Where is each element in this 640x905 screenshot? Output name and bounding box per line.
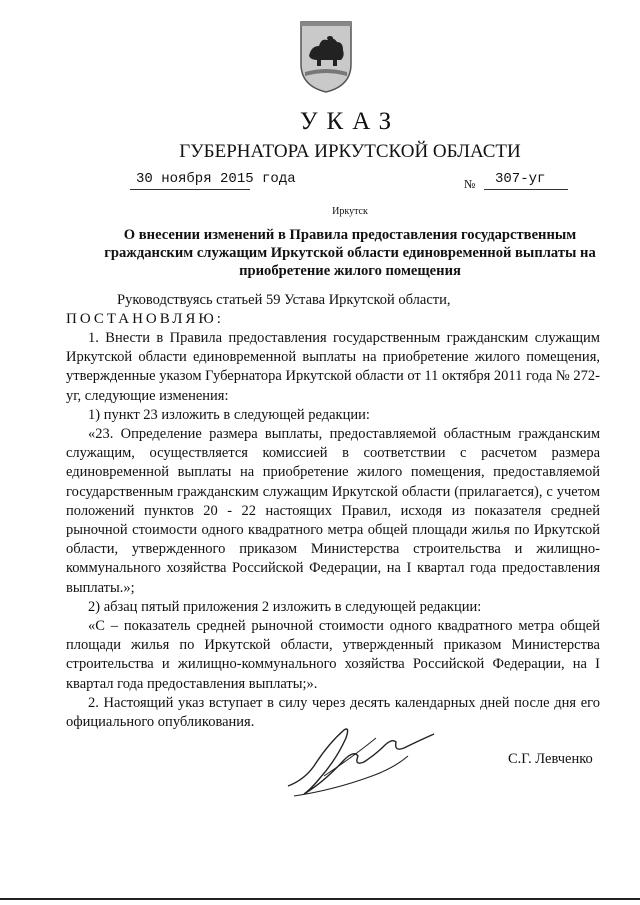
document-body [66, 329, 600, 732]
paragraph-decree: ПОСТАНОВЛЯЮ: [66, 311, 224, 327]
coat-of-arms-icon [297, 16, 355, 94]
paragraph-1-2: 2) абзац пятый приложения 2 изложить в следующей редакции: [88, 598, 482, 615]
document-title: УКАЗ [299, 108, 401, 135]
document-number: 307-уг [495, 171, 546, 187]
document-city: Иркутск [332, 206, 368, 217]
paragraph-1: 1. Внести в Правила предоставления государственным гражданским служащим Иркутской области единовременной выплаты на приобретение жилого помещения, утвержденные указом Губернатора Иркутской области от 11 октября 2011 года № 272-уг, следующие изменения: [66, 330, 600, 404]
paragraph-1-1: 1) пункт 23 изложить в следующей редакции: [88, 406, 370, 423]
handwritten-signature [284, 716, 444, 800]
document-subtitle: ГУБЕРНАТОРА ИРКУТСКОЙ ОБЛАСТИ [179, 141, 521, 162]
document-heading: О внесении изменений в Правила предоставления государственным гражданским служащим Иркутской области единовременной выплаты на приобретение жилого помещения [104, 227, 596, 279]
paragraph-1-1-quote: «23. Определение размера выплаты, предоставляемой областным гражданским служащим, осуществляется комиссией в соответствии с расчетом размера единовременной выплаты на приобретение жилого помещения, предоставляемой государственным гражданским служащим Иркутской области (прилагается), с учетом положений пунктов 20 - 22 настоящих Правил, исходя из показателя средней рыночной стоимости одного квадратного метра общей площади жилья по Иркутской области, утвержденного приказом Министерства строительства и жилищно-коммунального хозяйства Российской Федерации, на I квартал года предоставления выплаты.»; [66, 426, 600, 596]
document-date: 30 ноября 2015 года [136, 171, 296, 187]
page-bottom-edge [0, 898, 640, 900]
paragraph-2: 2. Настоящий указ вступает в силу через десять календарных дней после дня его официального опубликования. [66, 694, 600, 731]
date-underline [130, 189, 250, 190]
signatory-name: С.Г. Левченко [508, 751, 593, 767]
paragraph-1-2-quote: «С – показатель средней рыночной стоимости одного квадратного метра общей площади жилья по Иркутской области, утвержденный приказом Министерства строительства и жилищно-коммунального хозяйства Российской Федерации, на I квартал года предоставления выплаты;». [66, 618, 600, 692]
number-label: № [464, 177, 476, 191]
paragraph-basis: Руководствуясь статьей 59 Устава Иркутской области, [117, 292, 451, 308]
number-underline [484, 189, 568, 190]
